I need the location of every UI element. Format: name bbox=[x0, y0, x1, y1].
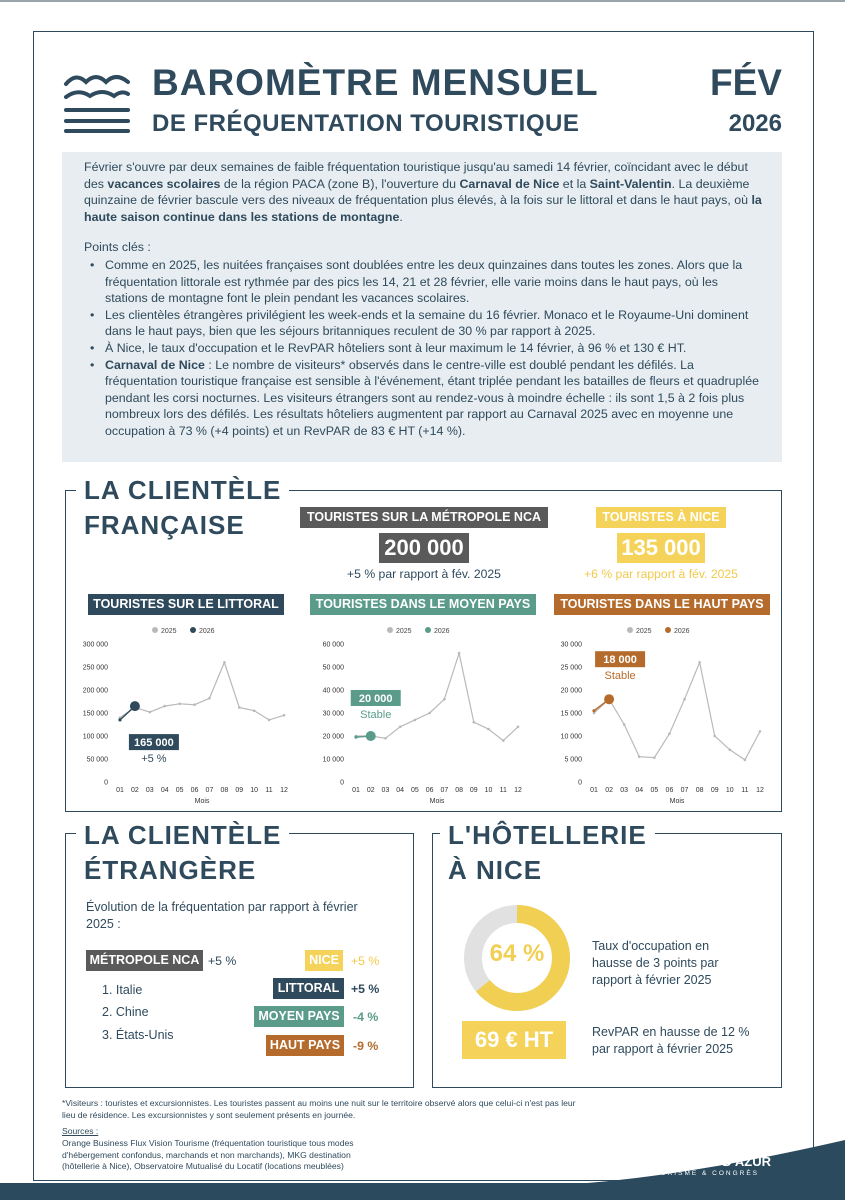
legend-label: 2026 bbox=[434, 628, 450, 635]
haut-pays-chart bbox=[546, 622, 774, 808]
data-point-2025 bbox=[428, 712, 431, 715]
line-chart bbox=[308, 622, 532, 808]
y-tick-label: 60 000 bbox=[322, 641, 344, 649]
moyen-chart-label: TOURISTES DANS LE MOYEN PAYS bbox=[310, 594, 536, 615]
data-point-2025 bbox=[399, 726, 402, 729]
callout-change: +5 % bbox=[141, 753, 167, 766]
data-point-2025 bbox=[458, 652, 461, 655]
x-tick-label: 02 bbox=[605, 787, 613, 794]
x-tick-label: 03 bbox=[620, 787, 629, 794]
key-point bbox=[84, 257, 762, 307]
y-tick-label: 100 000 bbox=[82, 733, 108, 741]
text-run: À Nice, le taux d'occupation et le RevPAR hôteliers sont à leur maximum le 14 février, à 96 % et 130 € HT. bbox=[105, 340, 687, 355]
data-point-2025 bbox=[384, 737, 387, 740]
x-tick-label: 04 bbox=[160, 787, 169, 794]
french-title-line1: LA CLIENTÈLE bbox=[84, 475, 282, 505]
legend-label: 2026 bbox=[674, 628, 690, 635]
nice-change: +6 % par rapport à fév. 2025 bbox=[584, 567, 738, 581]
text-run: Les clientèles étrangères privilégient les week-ends et la semaine du 16 février. Monaco et le Royaume-Uni dominent dans le haut pays, bien que les séjours britanniques reculent de 30 % par rapport à 2025. bbox=[105, 307, 749, 339]
key-points-title: Points clés : bbox=[84, 240, 151, 255]
zone-moyen-label: MOYEN PAYS bbox=[254, 1006, 344, 1027]
page-subtitle: DE FRÉQUENTATION TOURISTIQUE bbox=[152, 110, 580, 137]
x-tick-label: 04 bbox=[635, 787, 644, 794]
data-point-2025 bbox=[223, 661, 226, 664]
foreign-section-title bbox=[76, 818, 289, 888]
data-point-2025 bbox=[638, 755, 641, 758]
x-tick-label: 07 bbox=[205, 787, 214, 794]
y-tick-label: 15 000 bbox=[560, 710, 582, 718]
x-tick-label: 10 bbox=[484, 787, 493, 794]
x-tick-label: 01 bbox=[116, 787, 124, 794]
y-tick-label: 20 000 bbox=[322, 733, 344, 741]
data-point-2025 bbox=[473, 721, 476, 724]
legend-marker bbox=[152, 627, 158, 633]
data-point-2025 bbox=[487, 728, 490, 731]
x-tick-label: 09 bbox=[235, 787, 244, 794]
emphasis-text: vacances scolaires bbox=[107, 176, 221, 191]
data-point-2025 bbox=[283, 714, 286, 717]
data-point-2025 bbox=[163, 705, 166, 708]
haut-chart-label: TOURISTES DANS LE HAUT PAYS bbox=[554, 594, 770, 615]
key-point bbox=[84, 357, 762, 440]
legend-label: 2025 bbox=[161, 628, 177, 635]
legend-marker bbox=[665, 627, 671, 633]
legend-marker bbox=[387, 627, 393, 633]
y-tick-label: 0 bbox=[104, 779, 108, 787]
metropole-value: 200 000 bbox=[379, 533, 469, 563]
data-point-2026 bbox=[604, 694, 614, 704]
y-tick-label: 50 000 bbox=[322, 664, 344, 672]
revpar-text: RevPAR en hausse de 12 % par rapport à février 2025 bbox=[592, 1025, 750, 1056]
y-tick-label: 30 000 bbox=[322, 710, 344, 718]
x-tick-label: 11 bbox=[265, 787, 273, 794]
month-label: FÉV bbox=[710, 62, 782, 103]
data-point-2026 bbox=[130, 701, 140, 711]
key-point bbox=[84, 307, 762, 340]
zone-nice-change: +5 % bbox=[351, 954, 380, 968]
x-tick-label: 01 bbox=[590, 787, 598, 794]
nice-value: 135 000 bbox=[617, 533, 705, 563]
data-point-2025 bbox=[713, 735, 716, 738]
x-tick-label: 08 bbox=[220, 787, 229, 794]
y-tick-label: 200 000 bbox=[82, 687, 108, 695]
y-tick-label: 40 000 bbox=[322, 687, 344, 695]
data-point-2025 bbox=[668, 732, 671, 735]
y-tick-label: 50 000 bbox=[86, 756, 108, 764]
y-tick-label: 30 000 bbox=[560, 641, 582, 649]
legend-label: 2026 bbox=[199, 628, 215, 635]
metropole-change: +5 % par rapport à fév. 2025 bbox=[347, 567, 501, 581]
hotel-title-line2: À NICE bbox=[448, 855, 543, 885]
x-axis-label: Mois bbox=[669, 798, 685, 805]
line-chart bbox=[72, 622, 298, 808]
page-title: BAROMÈTRE MENSUEL bbox=[152, 62, 599, 103]
data-point-2025 bbox=[238, 706, 241, 709]
zone-haut-change: -9 % bbox=[353, 1039, 379, 1053]
y-tick-label: 10 000 bbox=[322, 756, 344, 764]
x-tick-label: 11 bbox=[499, 787, 507, 794]
data-point-2026 bbox=[366, 731, 376, 741]
x-tick-label: 10 bbox=[725, 787, 734, 794]
data-point-2026 bbox=[354, 736, 357, 739]
legend-label: 2025 bbox=[636, 628, 652, 635]
x-tick-label: 02 bbox=[366, 787, 375, 794]
x-tick-label: 06 bbox=[665, 787, 674, 794]
data-point-2026 bbox=[118, 718, 121, 721]
data-point-2025 bbox=[414, 719, 417, 722]
x-tick-label: 08 bbox=[695, 787, 704, 794]
waves-icon bbox=[62, 70, 132, 134]
text-run: Février s'ouvre par deux semaines de faible fréquentation touristique jusqu'au samedi 14 février, coïncidant avec le début des bbox=[84, 160, 748, 191]
hotel-title-line1: L'HÔTELLERIE bbox=[448, 820, 647, 850]
data-point-2025 bbox=[178, 703, 181, 706]
zone-littoral-label: LITTORAL bbox=[273, 978, 344, 999]
x-tick-label: 07 bbox=[680, 787, 689, 794]
occupancy-text: Taux d'occupation en hausse de 3 points par rapport à février 2025 bbox=[592, 939, 719, 987]
data-point-2025 bbox=[149, 711, 152, 714]
emphasis-text: Carnaval de Nice bbox=[105, 357, 205, 372]
text-run: . bbox=[399, 209, 403, 224]
zone-littoral-change: +5 % bbox=[351, 982, 380, 996]
y-tick-label: 300 000 bbox=[82, 641, 108, 649]
callout-value: 20 000 bbox=[358, 693, 393, 705]
text-run: Comme en 2025, les nuitées françaises sont doublées entre les deux quinzaines dans toutes les zones. Alors que la fréquentation littorale est rythmée par des pics les 14, 21 et 28 février, elle varie moins dans le haut pays, où les stations de montagne font le plein pendant les vacances scolaires. bbox=[105, 257, 743, 306]
x-tick-label: 08 bbox=[455, 787, 463, 794]
data-point-2026 bbox=[592, 709, 595, 712]
legend-marker bbox=[425, 627, 431, 633]
foreign-title-line1: LA CLIENTÈLE bbox=[84, 820, 282, 850]
legend-label: 2025 bbox=[396, 628, 412, 635]
rank-item: 1. Italie bbox=[102, 983, 143, 997]
x-tick-label: 05 bbox=[650, 787, 659, 794]
line-chart bbox=[546, 622, 774, 808]
text-run: : Le nombre de visiteurs* observés dans le centre-ville est doublé pendant les défilés. La fréquentation touristique française est sensible à l'événement, étant triplée pendant les batailles de fleurs et quadruplée pendant les corsi nocturnes. Les visiteurs étrangers sont au rendez-vous à moindre échelle : ils sont 1,5 à 2 fois plus nombreux lors des défilés. Les résultats hôteliers augmentent par rapport au Carnaval 2025 avec en moyenne une occupation à 73 % (+4 points) et un RevPAR de 83 € HT (+14 %). bbox=[105, 357, 759, 438]
text-run: . La deuxième quinzaine de février bascule vers des niveaux de fréquentation plus élevés, à la fois sur le littoral et dans le haut pays, où bbox=[84, 176, 752, 208]
x-tick-label: 12 bbox=[756, 787, 764, 794]
data-point-2025 bbox=[253, 709, 256, 712]
data-point-2025 bbox=[744, 759, 747, 762]
intro-paragraph bbox=[84, 159, 762, 225]
revpar-value: 69 € HT bbox=[462, 1021, 566, 1059]
x-tick-label: 05 bbox=[175, 787, 184, 794]
sources-text: Orange Business Flux Vision Tourisme (fréquentation touristique tous modes d'hébergement confondus, marchands et non marchands), MKG destination (hôtellerie à Nice), Observatoire Mutualisé du Locatif (locations meublées) bbox=[62, 1138, 354, 1171]
text-run: et la bbox=[559, 176, 590, 191]
x-tick-label: 12 bbox=[514, 787, 522, 794]
y-tick-label: 0 bbox=[340, 779, 344, 787]
x-tick-label: 04 bbox=[396, 787, 405, 794]
top-rule bbox=[0, 0, 845, 2]
rank-item: 2. Chine bbox=[102, 1005, 149, 1019]
littoral-chart bbox=[72, 622, 298, 808]
x-tick-label: 03 bbox=[145, 787, 154, 794]
x-tick-label: 09 bbox=[710, 787, 719, 794]
emphasis-text: Saint-Valentin bbox=[589, 176, 672, 191]
footnote: *Visiteurs : touristes et excursionnistes. Les touristes passent au moins une nuit sur le territoire observé alors que celui-ci n'est pas leur lieu de résidence. Les excursionnistes y sont seulement présents en journée. bbox=[62, 1098, 576, 1120]
foreign-description: Évolution de la fréquentation par rapport à février 2025 : bbox=[86, 900, 358, 931]
callout-change: Stable bbox=[604, 670, 636, 683]
brand-tagline: TOURISME & CONGRÈS bbox=[648, 1170, 760, 1177]
y-tick-label: 20 000 bbox=[560, 687, 582, 695]
data-point-2025 bbox=[517, 726, 520, 729]
brand-explore: EXPLORE bbox=[648, 1147, 698, 1153]
data-point-2025 bbox=[193, 703, 196, 706]
french-title-line2: FRANÇAISE bbox=[84, 510, 245, 540]
nice-label: TOURISTES À NICE bbox=[596, 507, 726, 528]
zone-nice-label: NICE bbox=[305, 950, 343, 971]
callout-value: 18 000 bbox=[603, 654, 637, 667]
key-point bbox=[84, 340, 762, 357]
legend-marker bbox=[627, 627, 633, 633]
data-point-2025 bbox=[443, 698, 446, 701]
data-point-2025 bbox=[653, 756, 656, 759]
x-axis-label: Mois bbox=[429, 798, 445, 805]
metropole-label: TOURISTES SUR LA MÉTROPOLE NCA bbox=[300, 507, 548, 528]
moyen-pays-chart bbox=[308, 622, 532, 808]
x-tick-label: 05 bbox=[411, 787, 419, 794]
zone-moyen-change: -4 % bbox=[353, 1010, 379, 1024]
sources-title: Sources : bbox=[62, 1126, 99, 1136]
x-tick-label: 06 bbox=[425, 787, 434, 794]
intro-summary bbox=[62, 152, 782, 462]
callout-change: Stable bbox=[360, 709, 392, 721]
x-tick-label: 11 bbox=[741, 787, 749, 794]
y-tick-label: 250 000 bbox=[82, 664, 108, 672]
data-point-2025 bbox=[729, 749, 732, 752]
emphasis-text: Carnaval de Nice bbox=[459, 176, 560, 191]
data-point-2025 bbox=[268, 719, 271, 722]
hotel-section-title bbox=[440, 818, 655, 888]
brand-name: NICE CÔTE D'AZUR bbox=[648, 1154, 771, 1169]
data-point-2025 bbox=[623, 723, 626, 726]
x-tick-label: 01 bbox=[352, 787, 360, 794]
littoral-chart-label: TOURISTES SUR LE LITTORAL bbox=[88, 594, 284, 615]
data-point-2025 bbox=[502, 739, 505, 742]
y-tick-label: 25 000 bbox=[560, 664, 582, 672]
foreign-metropole-label: MÉTROPOLE NCA bbox=[86, 950, 203, 971]
foreign-title-line2: ÉTRANGÈRE bbox=[84, 855, 257, 885]
zone-haut-label: HAUT PAYS bbox=[266, 1035, 344, 1056]
french-section-title bbox=[76, 473, 289, 543]
y-tick-label: 0 bbox=[578, 779, 582, 787]
data-point-2025 bbox=[208, 697, 211, 700]
callout-value: 165 000 bbox=[134, 737, 174, 750]
legend-marker bbox=[190, 627, 196, 633]
data-point-2025 bbox=[683, 698, 686, 701]
footer-band bbox=[0, 1183, 845, 1200]
emphasis-text: la haute saison continue dans les stations de montagne bbox=[84, 193, 762, 224]
x-tick-label: 12 bbox=[280, 787, 288, 794]
data-point-2025 bbox=[698, 661, 701, 664]
x-tick-label: 10 bbox=[250, 787, 259, 794]
y-tick-label: 10 000 bbox=[560, 733, 582, 741]
x-tick-label: 06 bbox=[190, 787, 199, 794]
series-line-2025 bbox=[120, 662, 284, 720]
rank-item: 3. États-Unis bbox=[102, 1028, 174, 1042]
foreign-metropole-change: +5 % bbox=[208, 954, 237, 968]
x-tick-label: 02 bbox=[131, 787, 139, 794]
key-points-list bbox=[84, 257, 762, 440]
x-tick-label: 03 bbox=[381, 787, 390, 794]
occupancy-value: 64 % bbox=[489, 940, 545, 967]
data-point-2025 bbox=[759, 730, 762, 733]
text-run: de la région PACA (zone B), l'ouverture du bbox=[220, 176, 460, 191]
y-tick-label: 5 000 bbox=[564, 756, 582, 764]
year-label: 2026 bbox=[728, 110, 782, 137]
y-tick-label: 150 000 bbox=[82, 710, 108, 718]
x-axis-label: Mois bbox=[194, 798, 210, 805]
x-tick-label: 07 bbox=[440, 787, 449, 794]
x-tick-label: 09 bbox=[469, 787, 478, 794]
